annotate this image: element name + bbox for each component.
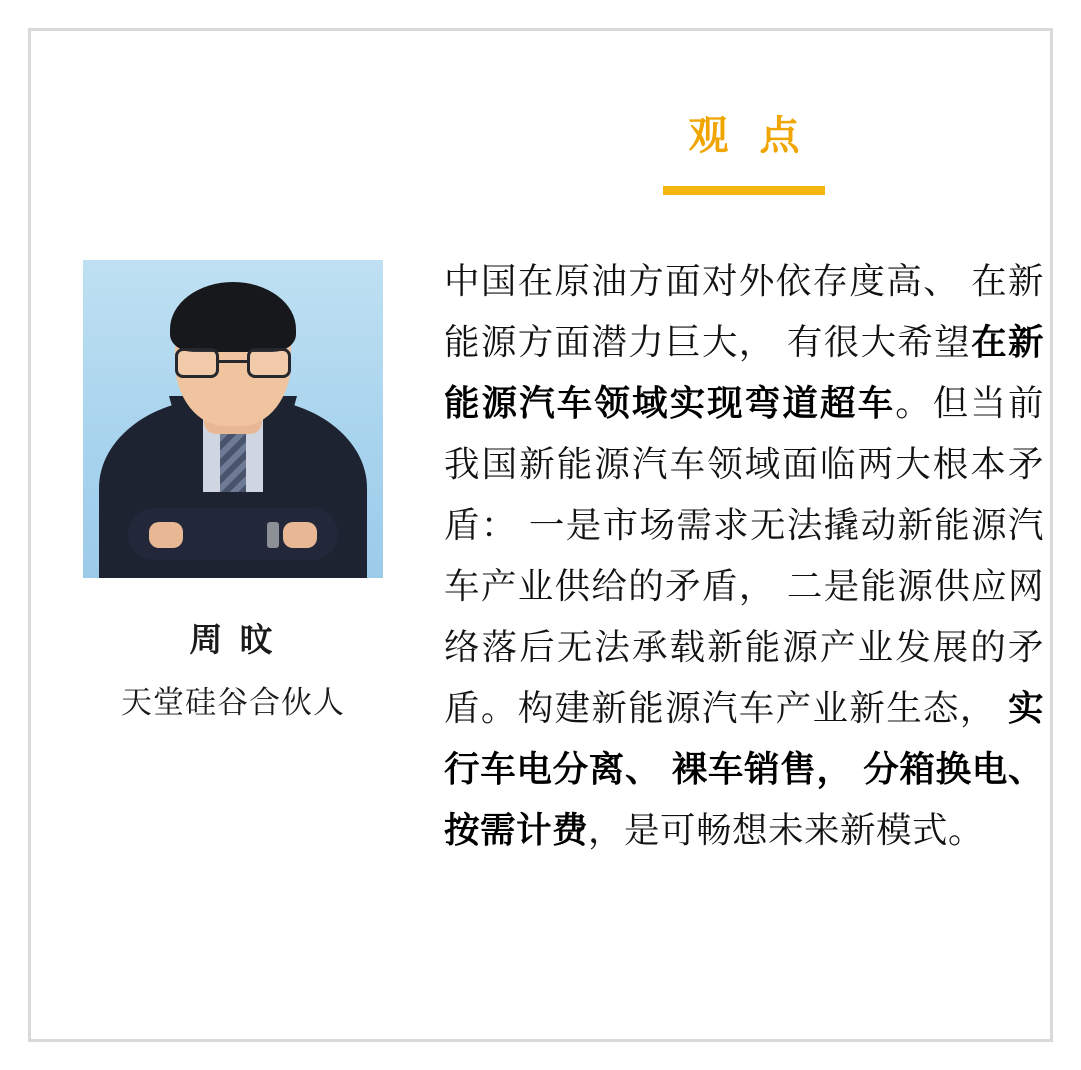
glasses-lens-right xyxy=(247,348,291,378)
portrait-hand-left xyxy=(149,522,183,548)
quote-run: 中国在原油方面对外依存度高、 在新能源方面潜力巨大， 有很大希望 xyxy=(444,261,1044,363)
portrait-watch xyxy=(267,522,279,548)
quote-column xyxy=(398,62,1052,861)
page-title: 观 点 xyxy=(688,114,810,158)
quote-emphasis: 在新能源汽车领域实现弯道超车 xyxy=(444,322,1044,424)
quote-run: ，是可畅想未来新模式。 xyxy=(588,810,985,851)
card-content xyxy=(28,28,1053,1042)
person-column xyxy=(68,62,398,722)
quote-emphasis: 实行车电分离、 裸车销售， 分箱换电、 按需计费 xyxy=(444,688,1044,851)
portrait-hand-right xyxy=(283,522,317,548)
portrait-photo xyxy=(83,260,383,578)
heading-block xyxy=(444,62,1044,195)
person-title: 天堂硅谷合伙人 xyxy=(121,685,345,720)
quote-text xyxy=(444,251,1044,861)
quote-run: 。但当前我国新能源汽车领域面临两大根本矛盾： 一是市场需求无法撬动新能源汽车产业供给的矛盾， 二是能源供应网络落后无法承载新能源产业发展的矛盾。构建新能源汽车产业新生态， xyxy=(444,383,1044,729)
glasses-bridge xyxy=(219,360,247,363)
heading-underline xyxy=(663,186,825,195)
glasses-lens-left xyxy=(175,348,219,378)
person-name: 周 旼 xyxy=(189,621,277,658)
glasses-icon xyxy=(175,348,291,378)
portrait-hair xyxy=(170,282,296,352)
